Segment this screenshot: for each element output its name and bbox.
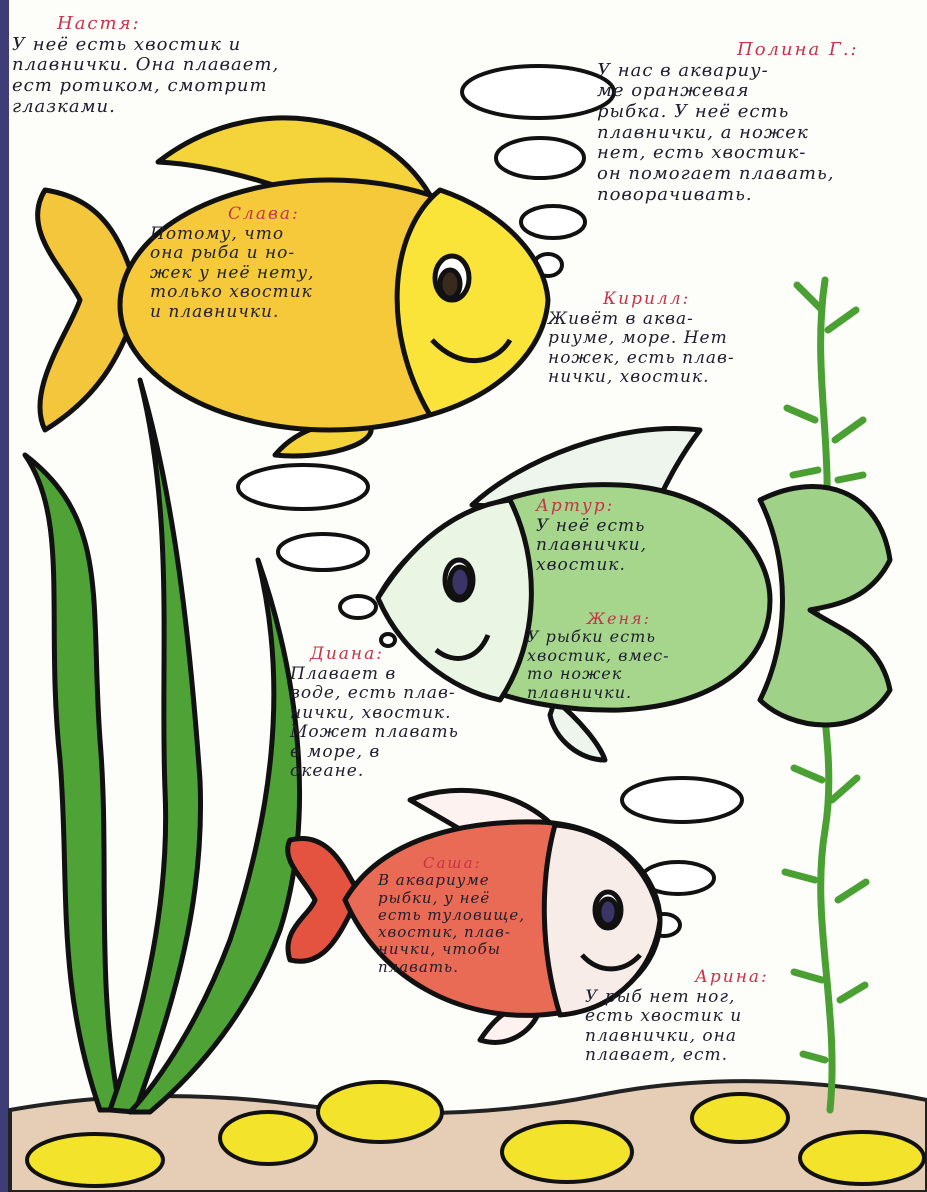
note-text: У рыб нет ног, есть хвостик и плавнички, она плавает, ест.	[585, 986, 743, 1066]
note-polina	[597, 40, 922, 206]
note-name: Артур:	[536, 496, 615, 516]
note-zhenya	[527, 610, 727, 702]
note-name: Полина Г.:	[737, 39, 859, 60]
note-name: Кирилл:	[603, 289, 691, 309]
note-nastya	[12, 14, 382, 117]
note-name: Настя:	[57, 13, 141, 34]
note-artur	[536, 497, 736, 575]
note-text: У неё есть плавнички, хвостик.	[536, 515, 648, 575]
note-slava	[150, 205, 390, 322]
note-text: Живёт в аква- риуме, море. Нет ножек, есть плав- нички, хвостик.	[548, 308, 735, 388]
note-text: В аквариуме рыбки, у неё есть туловище, хвостик, плав- нички, чтобы плавать.	[378, 871, 525, 976]
note-text: Плавает в воде, есть плав- нички, хвостик. Может плавать в море, в океане.	[290, 663, 459, 782]
note-text: У неё есть хвостик и плавнички. Она плавает, ест ротиком, смотрит глазками.	[12, 33, 280, 117]
note-name: Диана:	[310, 644, 384, 664]
note-name: Женя:	[587, 609, 651, 628]
note-name: Слава:	[228, 204, 300, 224]
note-text: Потому, что она рыба и но- жек у неё нету, только хвостик и плавнички.	[150, 223, 315, 322]
note-kirill	[548, 290, 788, 388]
note-text: У нас в аквариу- ме оранжевая рыбка. У неё есть плавнички, а ножек нет, есть хвостик- он помогает плавать, поворачивать.	[597, 59, 835, 205]
note-arina	[585, 968, 845, 1066]
note-text: У рыбки есть хвостик, вмес- то ножек плавнички.	[527, 627, 670, 702]
note-name: Саша:	[423, 854, 482, 872]
note-name: Арина:	[695, 967, 769, 987]
note-diana	[290, 645, 555, 782]
note-sasha	[378, 855, 553, 976]
